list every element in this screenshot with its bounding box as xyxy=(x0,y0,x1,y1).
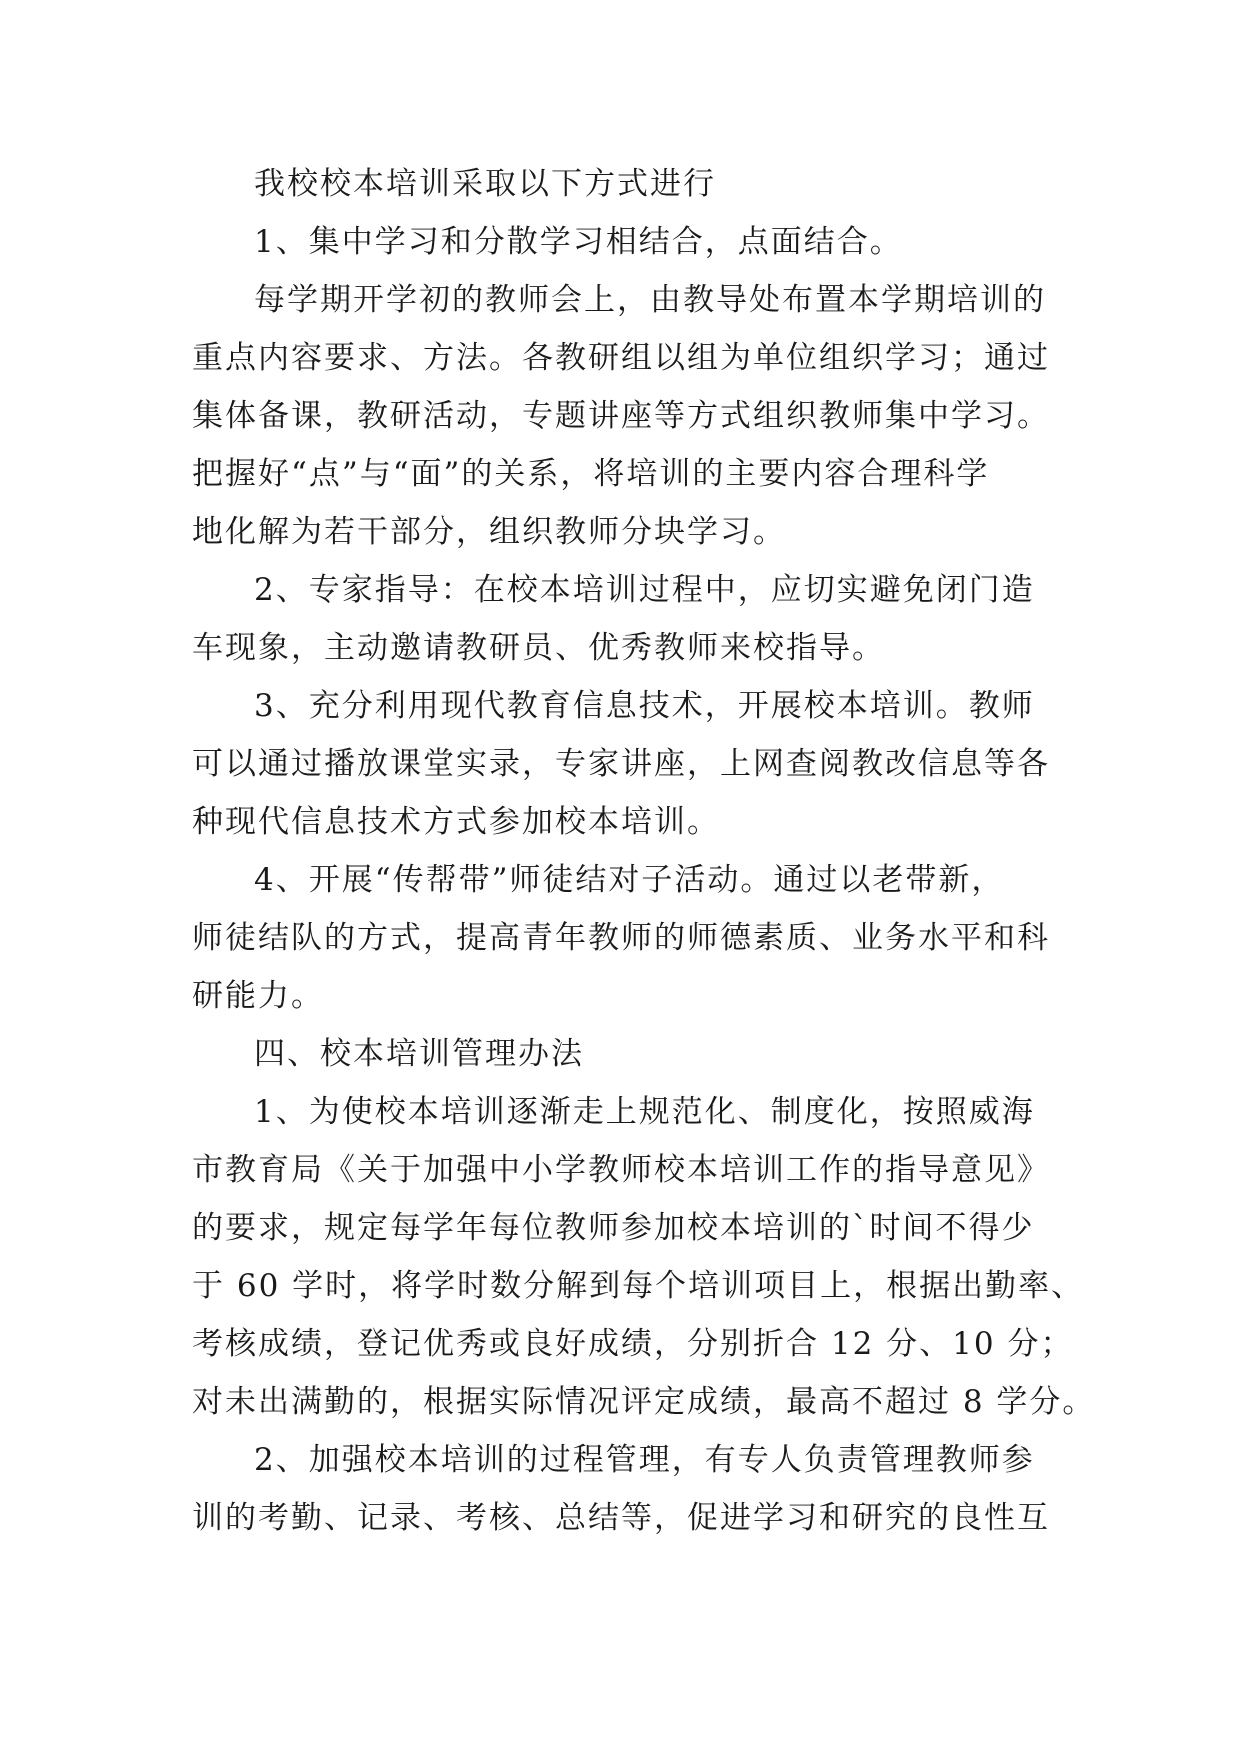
text-line: 把握好“点”与“面”的关系，将培训的主要内容合理科学 xyxy=(192,456,990,492)
text-line: 2、加强校本培训的过程管理，有专人负责管理教师参 xyxy=(254,1442,1035,1478)
text-line: 地化解为若干部分，组织教师分块学习。 xyxy=(192,514,786,550)
text-line: 车现象，主动邀请教研员、优秀教师来校指导。 xyxy=(192,630,885,666)
document-body xyxy=(192,155,1096,1547)
text-line: 1、为使校本培训逐渐走上规范化、制度化，按照威海 xyxy=(254,1094,1035,1130)
text-line: 4、开展“传帮带”师徒结对子活动。通过以老带新， xyxy=(254,862,1005,898)
text-line: 重点内容要求、方法。各教研组以组为单位组织学习；通过 xyxy=(192,340,1050,376)
text-line: 种现代信息技术方式参加校本培训。 xyxy=(192,804,720,840)
text-line: 的要求，规定每学年每位教师参加校本培训的`时间不得少 xyxy=(192,1210,1035,1246)
text-line: 集体备课，教研活动，专题讲座等方式组织教师集中学习。 xyxy=(192,398,1050,434)
text-line: 可以通过播放课堂实录，专家讲座，上网查阅教改信息等各 xyxy=(192,746,1050,782)
text-line: 2、专家指导：在校本培训过程中，应切实避免闭门造 xyxy=(254,572,1035,608)
text-line: 我校校本培训采取以下方式进行 xyxy=(254,166,716,202)
text-line: 训的考勤、记录、考核、总结等，促进学习和研究的良性互 xyxy=(192,1500,1050,1536)
text-line: 于 60 学时，将学时数分解到每个培训项目上，根据出勤率、 xyxy=(192,1268,1085,1304)
text-line: 1、集中学习和分散学习相结合，点面结合。 xyxy=(254,224,903,260)
text-line: 市教育局《关于加强中小学教师校本培训工作的指导意见》 xyxy=(192,1152,1050,1188)
text-line: 研能力。 xyxy=(192,978,324,1014)
text-line: 每学期开学初的教师会上，由教导处布置本学期培训的 xyxy=(254,282,1046,318)
text-line: 对未出满勤的，根据实际情况评定成绩，最高不超过 8 学分。 xyxy=(192,1384,1096,1420)
text-line: 师徒结队的方式，提高青年教师的师德素质、业务水平和科 xyxy=(192,920,1050,956)
section-heading: 四、校本培训管理办法 xyxy=(254,1036,584,1072)
text-line: 考核成绩，登记优秀或良好成绩，分别折合 12 分、10 分； xyxy=(192,1326,1074,1362)
text-line: 3、充分利用现代教育信息技术，开展校本培训。教师 xyxy=(254,688,1035,724)
